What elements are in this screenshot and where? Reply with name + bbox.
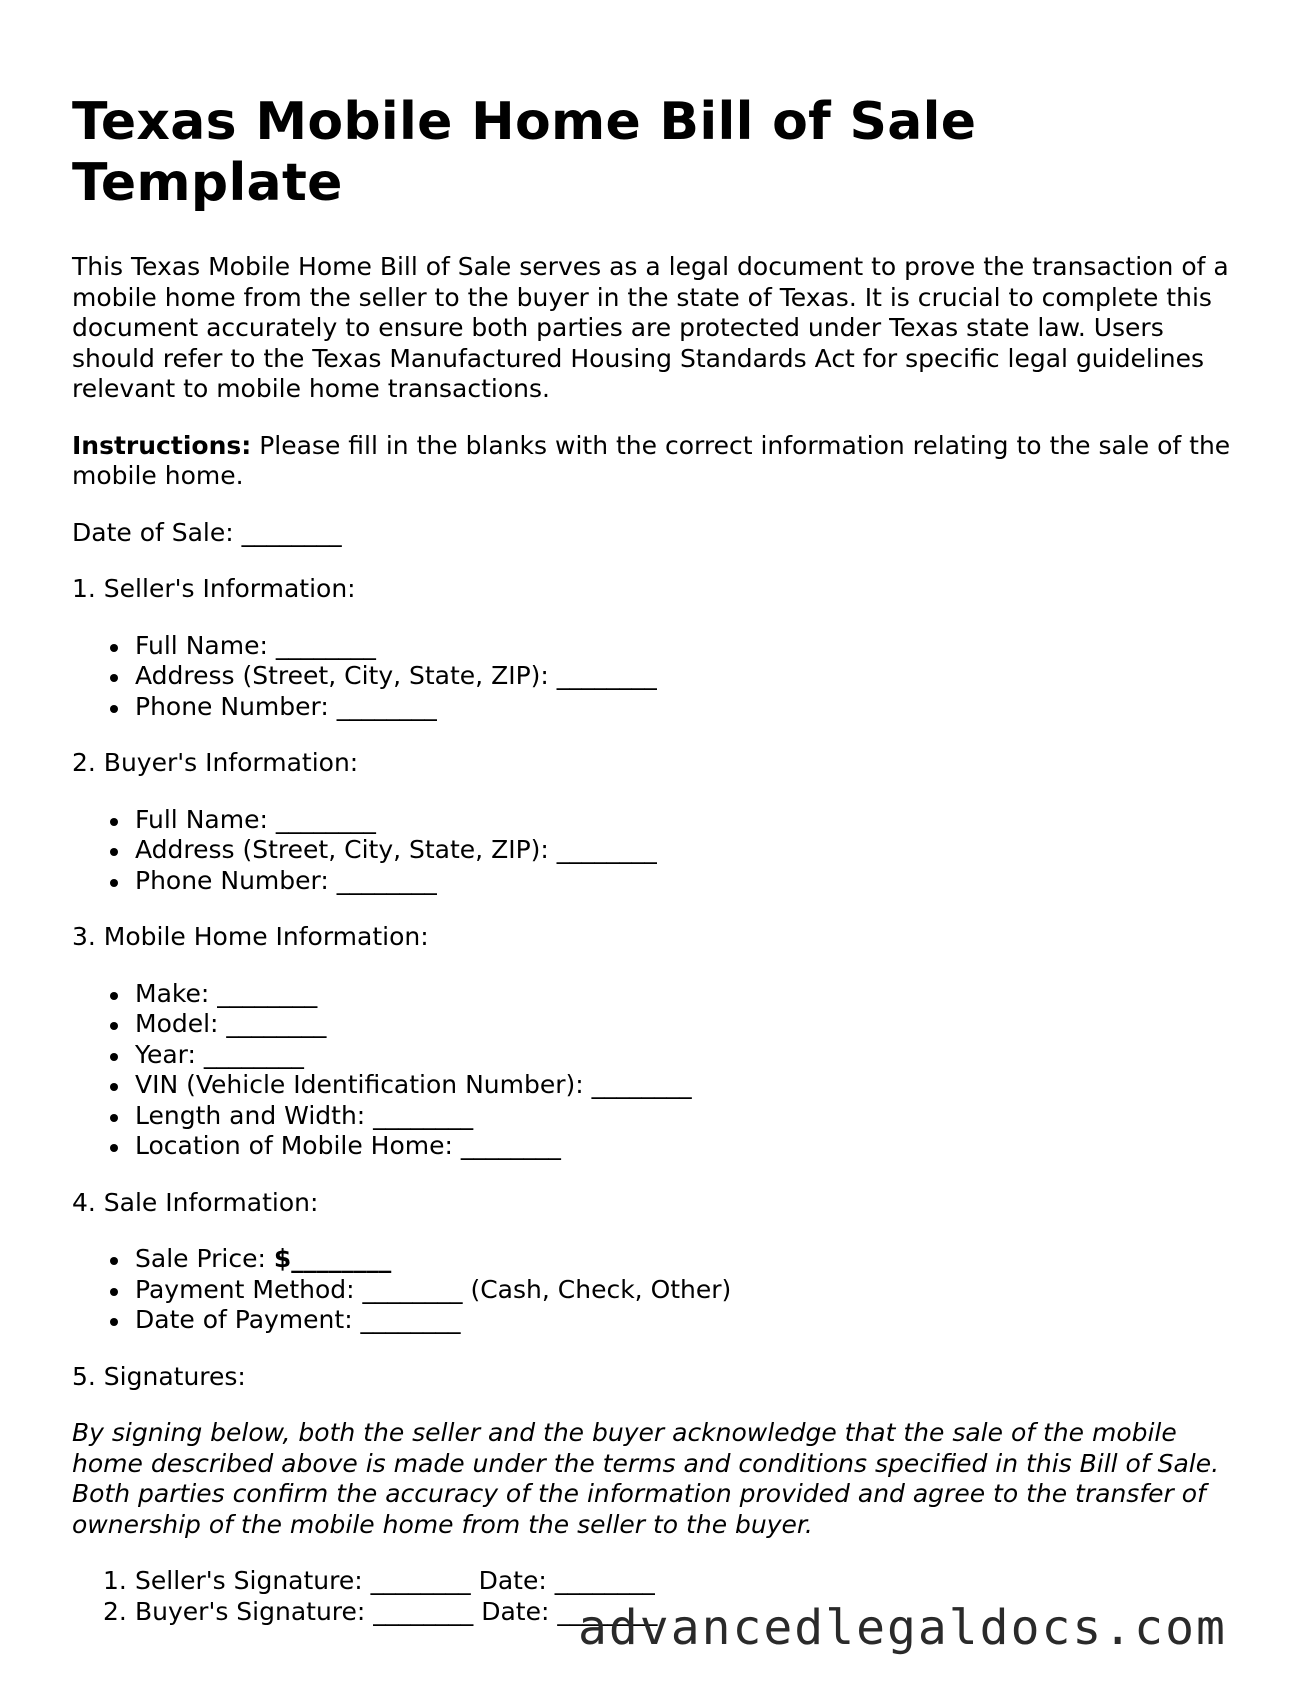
sale-price-label: Sale Price: bbox=[135, 1244, 274, 1273]
payment-date-field: Date of Payment: ________ bbox=[135, 1305, 1232, 1336]
sale-fields-list bbox=[72, 1244, 1232, 1336]
home-model-field: Model: ________ bbox=[135, 1009, 1232, 1040]
buyer-address-field: Address (Street, City, State, ZIP): ________ bbox=[135, 835, 1232, 866]
buyer-full-name-field: Full Name: ________ bbox=[135, 805, 1232, 836]
signatures-statement: By signing below, both the seller and the buyer acknowledge that the sale of the mobile home described above is made under the terms and conditions specified in this Bill of Sale. Both parties confirm the accuracy of the information provided and agree to the transfer of ownership of the mobile home from the seller to the buyer. bbox=[72, 1418, 1220, 1539]
home-make-field: Make: ________ bbox=[135, 979, 1232, 1010]
page-title: Texas Mobile Home Bill of Sale Template bbox=[72, 92, 977, 213]
seller-address-field: Address (Street, City, State, ZIP): ________ bbox=[135, 661, 1232, 692]
home-year-field: Year: ________ bbox=[135, 1040, 1232, 1071]
buyer-phone-field: Phone Number: ________ bbox=[135, 866, 1232, 897]
instructions-text: Please fill in the blanks with the correct information relating to the sale of the mobile home. bbox=[72, 430, 1231, 490]
sale-price-field bbox=[135, 1244, 1232, 1275]
sale-price-blank: $________ bbox=[273, 1244, 392, 1273]
watermark: advancedlegaldocs.com bbox=[578, 1600, 1227, 1656]
home-location-field: Location of Mobile Home: ________ bbox=[135, 1131, 1232, 1162]
payment-method-field: Payment Method: ________ (Cash, Check, Other) bbox=[135, 1275, 1232, 1306]
seller-phone-field: Phone Number: ________ bbox=[135, 692, 1232, 723]
instructions-label: Instructions: bbox=[72, 430, 252, 460]
list-number: 1. bbox=[103, 1566, 127, 1595]
home-section-heading: 3. Mobile Home Information: bbox=[72, 922, 429, 951]
buyer-fields-list bbox=[72, 805, 1232, 897]
seller-full-name-field: Full Name: ________ bbox=[135, 631, 1232, 662]
seller-section-heading: 1. Seller's Information: bbox=[72, 574, 356, 603]
seller-signature-line bbox=[103, 1566, 1232, 1597]
list-number: 2. bbox=[103, 1596, 127, 1626]
seller-signature-text: Seller's Signature: ________ Date: ________ bbox=[135, 1566, 655, 1595]
seller-fields-list bbox=[72, 631, 1232, 723]
signatures-section-heading: 5. Signatures: bbox=[72, 1361, 246, 1391]
home-dimensions-field: Length and Width: ________ bbox=[135, 1101, 1232, 1132]
buyer-signature-text: Buyer's Signature: ________ Date: ________ bbox=[135, 1596, 658, 1626]
date-of-sale-field: Date of Sale: ________ bbox=[72, 517, 342, 547]
instructions-paragraph bbox=[72, 431, 1232, 492]
home-vin-field: VIN (Vehicle Identification Number): ________ bbox=[135, 1070, 1232, 1101]
home-fields-list bbox=[72, 979, 1232, 1162]
sale-section-heading: 4. Sale Information: bbox=[72, 1187, 319, 1217]
buyer-section-heading: 2. Buyer's Information: bbox=[72, 748, 359, 777]
intro-paragraph: This Texas Mobile Home Bill of Sale serves as a legal document to prove the transaction of a mobile home from the seller to the buyer in the state of Texas. It is crucial to complete this document accurately to ensure both parties are protected under Texas state law. Users should refer to the Texas Manufactured Housing Standards Act for specific legal guidelines relevant to mobile home transactions. bbox=[72, 252, 1229, 403]
document-page bbox=[72, 92, 1232, 1627]
